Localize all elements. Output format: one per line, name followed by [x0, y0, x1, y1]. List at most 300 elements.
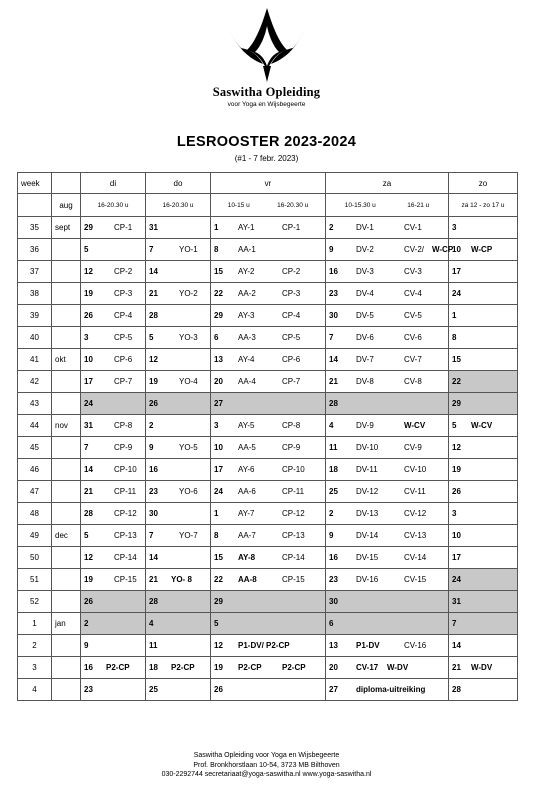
day-number: 22	[452, 377, 461, 386]
course-code-morning: P2-CP	[238, 663, 262, 672]
day-number: 4	[329, 421, 334, 430]
do-cell	[146, 415, 211, 437]
course-code-morning: AY-6	[238, 465, 255, 474]
day-number: 9	[84, 641, 89, 650]
day-number: 14	[329, 355, 338, 364]
zo-cell	[449, 415, 518, 437]
do-cell	[146, 437, 211, 459]
course-code-evening: CV-8	[404, 377, 422, 386]
day-number: 31	[149, 223, 158, 232]
zo-cell	[449, 547, 518, 569]
course-code: P2-CP	[171, 663, 195, 672]
header-month-blank	[52, 173, 81, 194]
day-number: 24	[84, 399, 93, 408]
course-code: CP-14	[114, 553, 137, 562]
di-cell	[81, 327, 146, 349]
course-code-morning: DV-7	[356, 355, 374, 364]
za-cell	[326, 239, 454, 261]
week-cell: 43	[18, 393, 52, 415]
course-code-evening: CP-3	[282, 289, 301, 298]
day-number: 21	[452, 663, 461, 672]
course-code: CP-4	[114, 311, 133, 320]
do-cell	[146, 547, 211, 569]
table-row	[18, 415, 518, 437]
day-number: 14	[84, 465, 93, 474]
time-di: 16-20.30 u	[81, 194, 146, 217]
week-cell: 48	[18, 503, 52, 525]
table-row	[18, 349, 518, 371]
day-number: 21	[149, 289, 158, 298]
table-row	[18, 305, 518, 327]
za-cell	[326, 327, 449, 349]
table-row	[18, 261, 518, 283]
day-number: 15	[452, 355, 461, 364]
course-code-evening: CP-15	[282, 575, 305, 584]
day-number: 28	[149, 311, 158, 320]
header-do: do	[146, 173, 211, 194]
course-code-evening: CV-6	[404, 333, 422, 342]
za-cell	[326, 371, 449, 393]
month-cell	[52, 481, 81, 503]
course-code-evening: CV-2/	[404, 245, 425, 254]
table-row	[18, 283, 518, 305]
month-cell	[52, 261, 81, 283]
course-code-evening: W-DV	[387, 663, 409, 672]
course-code: YO-4	[179, 377, 198, 386]
course-code-morning: AA-4	[238, 377, 256, 386]
za-cell	[326, 415, 449, 437]
vr-cell	[211, 525, 326, 547]
week-cell: 36	[18, 239, 52, 261]
day-number: 14	[149, 553, 158, 562]
footer	[0, 751, 533, 780]
course-code-morning: DV-11	[356, 465, 378, 474]
vr-cell	[211, 437, 326, 459]
di-cell	[81, 635, 146, 657]
table-row	[18, 481, 518, 503]
vr-cell	[211, 349, 326, 371]
di-cell	[81, 305, 146, 327]
time-vr-1: 10-15 u	[227, 201, 250, 209]
day-number: 23	[84, 685, 93, 694]
course-code-morning: P1-DV	[356, 641, 380, 650]
table-row	[18, 437, 518, 459]
day-number: 28	[329, 399, 338, 408]
header-week: week	[18, 173, 52, 194]
week-cell: 49	[18, 525, 52, 547]
month-cell	[52, 591, 81, 613]
course-code-morning: DV-3	[356, 267, 374, 276]
za-cell	[326, 635, 449, 657]
day-number: 29	[214, 311, 223, 320]
table-row	[18, 327, 518, 349]
vr-cell	[211, 305, 326, 327]
do-cell	[146, 217, 211, 239]
vr-cell	[211, 503, 326, 525]
course-code-morning: DV-8	[356, 377, 374, 386]
course-code-evening: CP-5	[282, 333, 301, 342]
day-number: 23	[329, 289, 338, 298]
course-code-evening: CV-14	[404, 553, 427, 562]
course-code: CP-15	[114, 575, 137, 584]
day-number: 9	[149, 443, 154, 452]
di-cell	[81, 657, 146, 679]
day-number: 26	[84, 597, 93, 606]
di-cell	[81, 679, 146, 701]
course-code: YO-5	[179, 443, 198, 452]
month-cell: nov	[52, 415, 81, 437]
course-code-morning: DV-16	[356, 575, 379, 584]
za-cell	[326, 613, 449, 635]
di-cell	[81, 481, 146, 503]
day-number: 12	[149, 355, 158, 364]
day-number: 30	[329, 311, 338, 320]
day-number: 8	[452, 333, 457, 342]
do-cell	[146, 283, 211, 305]
month-cell	[52, 459, 81, 481]
day-number: 1	[214, 509, 219, 518]
schedule-table	[17, 172, 518, 701]
zo-cell	[449, 261, 518, 283]
day-number: 5	[84, 531, 89, 540]
course-code-evening: CP-2	[282, 267, 301, 276]
course-code: YO-6	[179, 487, 198, 496]
table-row	[18, 459, 518, 481]
course-code-morning: P1-DV/ P2-CP	[238, 641, 290, 650]
day-number: 26	[452, 487, 461, 496]
course-code: CP-8	[114, 421, 133, 430]
day-number: 8	[214, 531, 219, 540]
day-number: 19	[84, 575, 93, 584]
day-number: 15	[214, 267, 223, 276]
vr-cell	[211, 283, 326, 305]
course-code: CP-3	[114, 289, 133, 298]
course-code-morning: DV-13	[356, 509, 379, 518]
logo	[0, 6, 533, 108]
header-zo: zo	[449, 173, 518, 194]
vr-cell	[211, 327, 326, 349]
day-number: 10	[452, 245, 461, 254]
course-code: YO-1	[179, 245, 198, 254]
day-number: 9	[329, 531, 334, 540]
month-cell	[52, 635, 81, 657]
di-cell	[81, 613, 146, 635]
course-code-evening: CV-12	[404, 509, 427, 518]
za-cell	[326, 547, 449, 569]
za-cell	[326, 657, 449, 679]
table-row	[18, 547, 518, 569]
course-code-evening: CP-10	[282, 465, 305, 474]
day-number: 24	[452, 289, 461, 298]
day-number: 22	[214, 289, 223, 298]
table-row	[18, 217, 518, 239]
day-number: 6	[329, 619, 334, 628]
za-cell	[326, 569, 449, 591]
day-number: 21	[149, 575, 158, 584]
page-subtitle: (#1 - 7 febr. 2023)	[234, 154, 299, 163]
page-title: LESROOSTER 2023-2024	[176, 134, 357, 150]
zo-cell	[449, 217, 518, 239]
do-cell	[146, 393, 211, 415]
vr-cell	[211, 613, 326, 635]
month-cell	[52, 371, 81, 393]
za-cell	[326, 503, 449, 525]
month-cell	[52, 503, 81, 525]
month-cell: dec	[52, 525, 81, 547]
vr-cell	[211, 547, 326, 569]
zo-cell	[449, 613, 518, 635]
month-cell: jan	[52, 613, 81, 635]
course-code: CP-12	[114, 509, 137, 518]
course-code-evening: CV-9	[404, 443, 422, 452]
course-code: CP-13	[114, 531, 137, 540]
month-cell	[52, 327, 81, 349]
day-number: 7	[84, 443, 89, 452]
zo-cell	[449, 305, 518, 327]
zo-cell	[449, 481, 518, 503]
day-number: 28	[452, 685, 461, 694]
month-cell	[52, 393, 81, 415]
month-cell	[52, 569, 81, 591]
footer-line-3: 030-2292744 secretariaat@yoga-saswitha.nl www.yoga-saswitha.nl	[161, 771, 372, 778]
day-number: 31	[84, 421, 93, 430]
course-code: CP-2	[114, 267, 133, 276]
za-cell	[326, 305, 449, 327]
day-number: 9	[329, 245, 334, 254]
di-cell	[81, 371, 146, 393]
week-cell: 37	[18, 261, 52, 283]
day-number: 7	[149, 531, 154, 540]
day-number: 24	[214, 487, 223, 496]
za-cell	[326, 217, 449, 239]
za-cell	[326, 261, 449, 283]
vr-cell	[211, 371, 326, 393]
course-code: YO-3	[179, 333, 198, 342]
course-code-morning: AA-3	[238, 333, 256, 342]
day-number: 19	[84, 289, 93, 298]
day-number: 21	[329, 377, 338, 386]
day-number: 16	[329, 267, 338, 276]
header-row	[18, 173, 518, 194]
di-cell	[81, 591, 146, 613]
course-code: CP-6	[114, 355, 133, 364]
course-code-morning: AA-7	[238, 531, 256, 540]
zo-cell	[449, 327, 518, 349]
course-code-weekend: W-CP	[432, 245, 454, 254]
course-code-morning: AA-8	[238, 575, 257, 584]
course-code-evening: CP-6	[282, 355, 301, 364]
di-cell	[81, 239, 146, 261]
day-number: 1	[452, 311, 457, 320]
week-cell: 2	[18, 635, 52, 657]
week-cell: 1	[18, 613, 52, 635]
course-code-evening: CP-11	[282, 487, 305, 496]
za-cell	[326, 591, 449, 613]
day-number: 5	[149, 333, 154, 342]
course-code-morning: DV-9	[356, 421, 374, 430]
vr-cell	[211, 679, 326, 701]
course-code-morning: DV-4	[356, 289, 374, 298]
do-cell	[146, 503, 211, 525]
do-cell	[146, 657, 211, 679]
table-row	[18, 393, 518, 415]
zo-cell	[449, 635, 518, 657]
do-cell	[146, 613, 211, 635]
course-code-evening: CV-15	[404, 575, 427, 584]
zo-cell	[449, 503, 518, 525]
month-cell	[52, 657, 81, 679]
day-number: 27	[329, 685, 338, 694]
day-number: 7	[452, 619, 457, 628]
day-number: 3	[452, 509, 457, 518]
footer-line-2: Prof. Bronkhorstlaan 10-54, 3723 MB Bilthoven	[193, 761, 340, 769]
course-code-morning: DV-12	[356, 487, 379, 496]
course-code-evening: CV-5	[404, 311, 422, 320]
day-number: 10	[214, 443, 223, 452]
day-number: 12	[84, 553, 93, 562]
zo-cell	[449, 569, 518, 591]
day-number: 11	[149, 641, 158, 650]
course-code-morning: AA-2	[238, 289, 256, 298]
course-code: YO-7	[179, 531, 198, 540]
course-code-evening: CP-13	[282, 531, 305, 540]
di-cell	[81, 393, 146, 415]
za-cell	[326, 525, 449, 547]
di-cell	[81, 261, 146, 283]
table-row	[18, 613, 518, 635]
course-code-evening: CP-8	[282, 421, 301, 430]
table-row	[18, 591, 518, 613]
header-week-blank	[18, 194, 52, 217]
month-cell	[52, 305, 81, 327]
course-code-evening: CP-4	[282, 311, 301, 320]
course-code: CP-11	[114, 487, 137, 496]
month-cell	[52, 437, 81, 459]
course-code-evening: CV-11	[404, 487, 426, 496]
course-code-morning: AY-2	[238, 267, 255, 276]
do-cell	[146, 569, 211, 591]
course-code-morning: DV-15	[356, 553, 379, 562]
vr-cell	[211, 481, 326, 503]
di-cell	[81, 217, 146, 239]
zo-cell	[449, 657, 518, 679]
org-name: Saswitha Opleiding	[212, 85, 321, 99]
time-za-1: 10-15.30 u	[344, 201, 376, 209]
day-number: 16	[329, 553, 338, 562]
day-number: 10	[84, 355, 93, 364]
day-number: 2	[329, 223, 334, 232]
org-tagline: voor Yoga en Wijsbegeerte	[227, 101, 306, 108]
day-number: 29	[452, 399, 461, 408]
day-number: 2	[329, 509, 334, 518]
course-code-morning: AA-5	[238, 443, 256, 452]
day-number: 29	[214, 597, 223, 606]
zo-cell	[449, 679, 518, 701]
vr-cell	[211, 239, 326, 261]
course-code-evening: CP-14	[282, 553, 305, 562]
vr-cell	[211, 459, 326, 481]
day-number: 20	[214, 377, 223, 386]
course-code-evening: CV-16	[404, 641, 427, 650]
do-cell	[146, 481, 211, 503]
course-code-morning: AA-1	[238, 245, 256, 254]
time-za-2: 16-21 u	[407, 201, 430, 209]
day-number: 4	[149, 619, 154, 628]
day-number: 24	[452, 575, 461, 584]
course-code-evening: CV-13	[404, 531, 427, 540]
course-code: CP-9	[114, 443, 133, 452]
time-do: 16-20.30 u	[146, 194, 211, 217]
table-row	[18, 239, 518, 261]
table-row	[18, 657, 518, 679]
day-number: 16	[149, 465, 158, 474]
week-cell: 35	[18, 217, 52, 239]
day-number: 10	[452, 531, 461, 540]
day-number: 18	[149, 663, 158, 672]
course-code-morning: CV-17	[356, 663, 379, 672]
course-code-evening: CP-12	[282, 509, 305, 518]
course-code-evening: CV-4	[404, 289, 422, 298]
day-number: 16	[84, 663, 93, 672]
za-cell	[326, 393, 449, 415]
course-code: YO-2	[179, 289, 198, 298]
week-cell: 52	[18, 591, 52, 613]
day-number: 25	[149, 685, 158, 694]
zo-cell	[449, 525, 518, 547]
month-cell	[52, 547, 81, 569]
course-code-evening: CP-9	[282, 443, 301, 452]
day-number: 23	[149, 487, 158, 496]
course-code-morning: AA-6	[238, 487, 256, 496]
course-code-morning: DV-5	[356, 311, 374, 320]
course-code-morning: DV-2	[356, 245, 374, 254]
vr-cell	[211, 657, 326, 679]
day-number: 7	[329, 333, 334, 342]
course-code: CP-1	[114, 223, 133, 232]
week-cell: 47	[18, 481, 52, 503]
di-cell	[81, 349, 146, 371]
course-code-evening: CP-7	[282, 377, 301, 386]
header-month: aug	[52, 194, 81, 217]
zo-cell	[449, 459, 518, 481]
zo-cell	[449, 239, 518, 261]
time-vr-2: 16-20.30 u	[277, 201, 309, 209]
course-code-morning: DV-14	[356, 531, 379, 540]
di-cell	[81, 547, 146, 569]
course-code: YO- 8	[171, 575, 192, 584]
zo-cell	[449, 371, 518, 393]
vr-cell	[211, 217, 326, 239]
month-cell	[52, 283, 81, 305]
do-cell	[146, 591, 211, 613]
di-cell	[81, 459, 146, 481]
day-number: 30	[329, 597, 338, 606]
course-code: CP-10	[114, 465, 137, 474]
do-cell	[146, 525, 211, 547]
day-number: 17	[452, 553, 461, 562]
week-cell: 39	[18, 305, 52, 327]
time-zo: za 12 - zo 17 u	[449, 194, 518, 217]
course-code-morning: AY-4	[238, 355, 255, 364]
day-number: 14	[452, 641, 461, 650]
vr-cell	[211, 569, 326, 591]
header-za: za	[326, 173, 449, 194]
day-number: 3	[84, 333, 89, 342]
za-cell	[326, 459, 449, 481]
month-cell: okt	[52, 349, 81, 371]
day-number: 26	[84, 311, 93, 320]
zo-cell	[449, 283, 518, 305]
